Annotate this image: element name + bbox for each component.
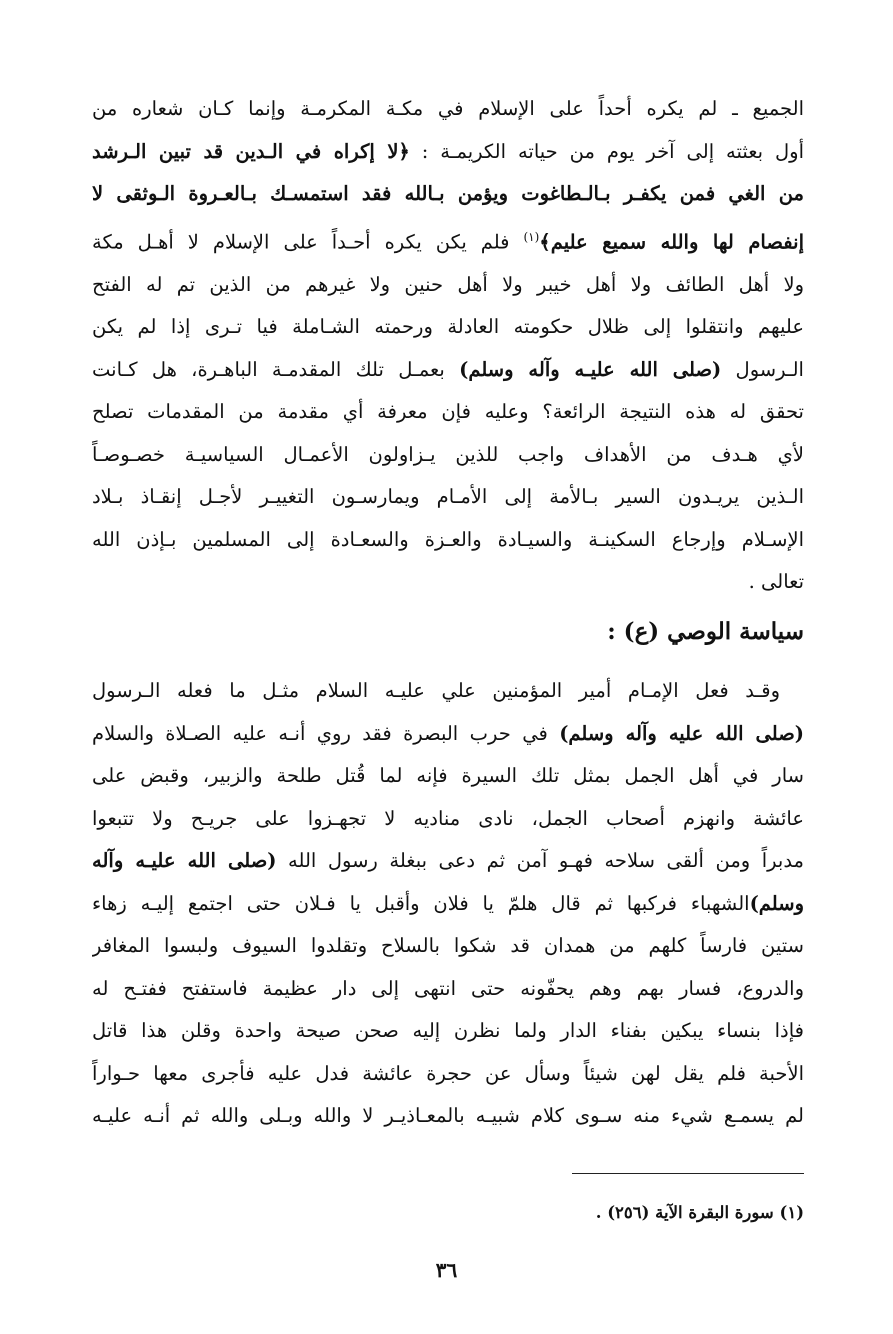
text-line: عائشة وانهزم أصحاب الجمل، نادى مناديه لا تجهـزوا على جريـح ولا تتبعوا [92,806,804,830]
quran-verse: ﴿لا إكراه في الـدين قد تبين الـرشد [92,139,410,163]
line-text: مدبراً ومن ألقى سلاحه فهـو آمن ثم دعى ببغلة رسول الله [276,849,804,872]
text-line: ستين فارساً كلهم من همدان قد شكوا بالسلاح وتقلدوا السيوف ولبسوا المغافر [92,934,804,957]
text-line: الأحبة فلم يقل لهن شيئاً وسأل عن حجرة عائشة فدل عليه فأجرى معها حـواراً [92,1061,804,1085]
text-line: وقـد فعل الإمـام أمير المؤمنين علي عليـه السلام مثـل ما فعله الـرسول [92,679,780,702]
text-line [92,349,804,392]
line-text: فلم يكن يكره أحـداً على الإسلام لا أهـل مكة [92,230,524,253]
salutation: وسلم) [749,891,804,915]
text-line [92,216,804,264]
text-line: الجميع ـ لم يكره أحداً على الإسلام في مكـة المكرمـة وإنما كـان شعاره من [92,97,804,120]
text-line: فإذا بنساء يبكين بفناء الدار ولما نظرن إليه صحن صيحة واحدة وقلن هذا قاتل [92,1019,804,1042]
footnote-divider [572,1173,804,1174]
footnote: (١) سورة البقرة الآية (٢٥٦) . [595,1203,804,1222]
text-line: لم يسمـع شيء منه سـوى كلام شبيـه بالمعـاذيـر لا والله وبـلى والله ثم أنـه عليـه [92,1104,804,1127]
salutation: (صلى الله عليـه وآله [92,849,277,872]
quran-verse: من الغي فمن يكفـر بـالـطاغوت ويؤمن بـالله فقد استمسـك بـالعـروة الـوثقى لا [92,182,804,205]
paragraph-2 [92,670,804,1138]
paragraph-1 [92,88,804,604]
text-line: الـذين يريـدون السير بـالأمة إلى الأمـام ويمارسـون التغييـر لأجـل إنقـاذ بـلاد [92,485,804,508]
text-line [92,840,804,883]
text-line: عليهم وانتقلوا إلى ظلال حكومته العادلة ورحمته الشـاملة فيا تـرى إذا لم يكن [92,315,804,338]
line-text: الشهباء فركبها ثم قال هلمّ يا فلان وأقبل يا فـلان حتى اجتمع إليـه زهاء [92,891,750,915]
section-heading: سياسة الوصي (ع) : [607,618,804,645]
page-number: ٣٦ [435,1258,458,1282]
text-line: ولا أهل الطائف ولا أهل خيبر ولا أهل حنين ولا غيرهم من الذين تم له الفتح [92,272,804,296]
text-line [92,713,804,756]
line-text: بعمـل تلك المقدمـة الباهـرة، هل كـانت [92,357,460,381]
text-line: سار في أهل الجمل بمثل تلك السيرة فإنه لما قُتل طلحة والزبير، وقبض على [92,764,804,787]
text-line: تحقق له هذه النتيجة الرائعة؟ وعليه فإن معرفة أي مقدمة من المقدمات تصلح [92,400,804,423]
salutation: (صلى الله عليـه وآله وسلم) [459,357,722,381]
text-line: والدروع، فسار بهم وهم يحفّونه حتى انتهى إلى دار عظيمة فاستفتح ففتـح له [92,976,804,1000]
line-text: الـرسول [721,357,804,381]
text-line [92,883,804,926]
text-line: لأي هـدف من الأهداف واجب للذين يـزاولون الأعمـال السياسيـة خصـوصـاً [92,442,804,466]
line-text: أول بعثته إلى آخر يوم من حياته الكريمـة : [409,139,804,163]
text-line [92,131,804,174]
footnote-marker: (١) [523,229,540,244]
line-text: في حرب البصرة فقد روي أنـه عليه الصـلاة والسلام [92,721,560,745]
quran-verse: إنفصام لها والله سميع عليم﴾ [539,230,804,253]
salutation: (صلى الله عليه وآله وسلم) [559,721,804,745]
text-line: الإسـلام وإرجاع السكينـة والسيـادة والعـزة والسعـادة إلى المسلمين بـإذن الله [92,527,804,551]
text-line: تعالى . [748,570,804,593]
